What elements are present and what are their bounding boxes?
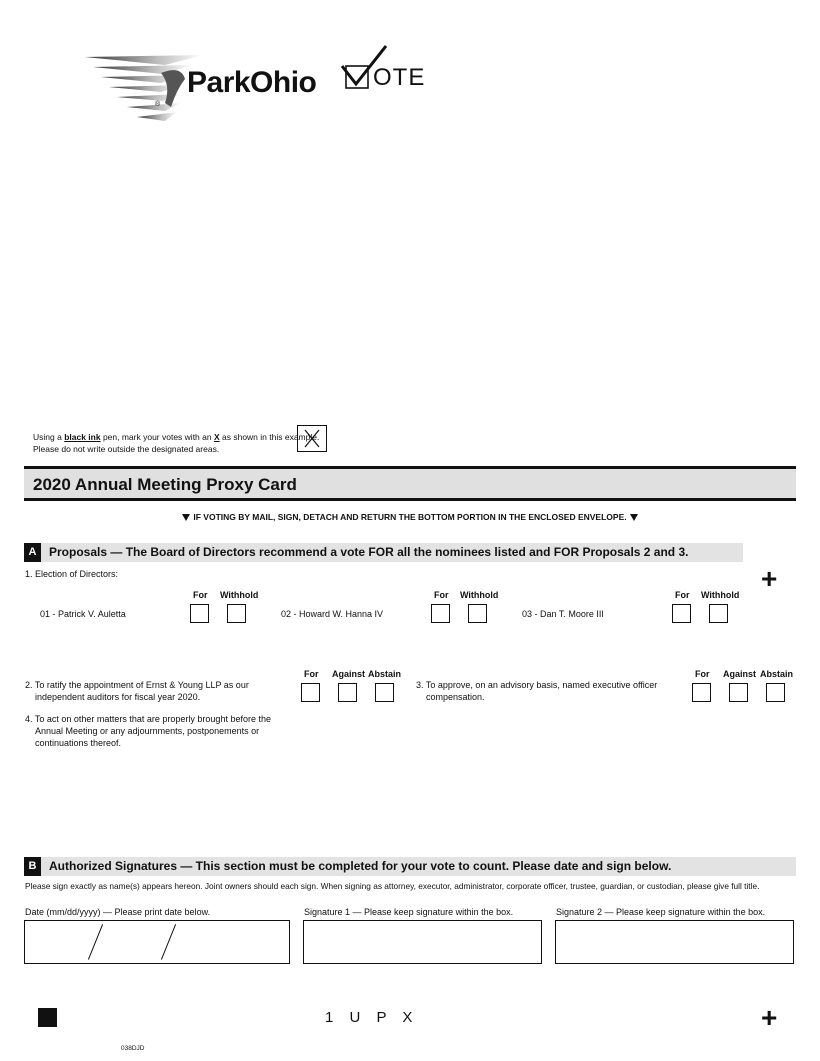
nominee-1-withhold-checkbox[interactable]: [227, 604, 246, 623]
col-for: For: [675, 590, 690, 600]
signature-2-label: Signature 2 — Please keep signature within the box.: [556, 907, 766, 917]
triangle-down-icon: [182, 514, 190, 521]
col-for: For: [304, 669, 319, 679]
nominee-1: 01 - Patrick V. Auletta: [40, 609, 126, 619]
marking-instructions: [33, 431, 319, 455]
envelope-note: [0, 512, 820, 522]
page-title: 2020 Annual Meeting Proxy Card: [33, 475, 297, 494]
proposal-4-line1: 4. To act on other matters that are properly brought before the: [25, 714, 271, 724]
nominee-3-withhold-checkbox[interactable]: [709, 604, 728, 623]
envelope-note-text: IF VOTING BY MAIL, SIGN, DETACH AND RETURN THE BOTTOM PORTION IN THE ENCLOSED ENVELOPE.: [193, 512, 627, 522]
col-for: For: [193, 590, 208, 600]
nominee-3: 03 - Dan T. Moore III: [522, 609, 604, 619]
x-mark-icon: [298, 426, 326, 451]
plus-icon: +: [761, 1002, 778, 1033]
proposal-2-for-checkbox[interactable]: [301, 683, 320, 702]
form-code: 1 U P X: [325, 1009, 419, 1026]
proposal-3: [416, 679, 657, 703]
plus-icon: +: [761, 563, 778, 594]
col-abstain: Abstain: [760, 669, 794, 679]
section-b-heading: Authorized Signatures — This section must be completed for your vote to count. Please date and sign below.: [49, 859, 672, 873]
proposal-2-abstain-checkbox[interactable]: [375, 683, 394, 702]
proposal-3-for-checkbox[interactable]: [692, 683, 711, 702]
nominee-2-for-checkbox[interactable]: [431, 604, 450, 623]
instr-ink: black ink: [64, 432, 101, 442]
registered-mark: ®: [155, 101, 161, 108]
triangle-down-icon: [630, 514, 638, 521]
instr-text: as shown in this example.: [219, 432, 320, 442]
instr-text: pen, mark your votes with an: [100, 432, 214, 442]
section-a-heading: Proposals — The Board of Directors recommend a vote FOR all the nominees listed and FOR Proposals 2 and 3.: [49, 545, 689, 559]
proposal-4-line3: continuations thereof.: [35, 738, 122, 748]
proposal-3-line2: compensation.: [426, 692, 485, 702]
col-for: For: [695, 669, 710, 679]
col-withhold: Withhold: [701, 590, 740, 600]
proposal-2-line2: independent auditors for fiscal year 2020.: [35, 692, 201, 702]
signature-2-field[interactable]: [555, 920, 794, 964]
divider-bottom: [24, 498, 796, 501]
proposal-2-line1: 2. To ratify the appointment of Ernst & Young LLP as our: [25, 680, 249, 690]
nominee-3-for-checkbox[interactable]: [672, 604, 691, 623]
signature-1-label: Signature 1 — Please keep signature within the box.: [304, 907, 514, 917]
proposal-2-against-checkbox[interactable]: [338, 683, 357, 702]
proposal-4: [25, 713, 271, 749]
instr-x: X: [213, 432, 220, 442]
date-field[interactable]: [24, 920, 290, 964]
instr-line2: Please do not write outside the designated areas.: [33, 444, 220, 454]
date-label: Date (mm/dd/yyyy) — Please print date below.: [25, 907, 211, 917]
registration-mark: [38, 1008, 57, 1027]
proposal-3-abstain-checkbox[interactable]: [766, 683, 785, 702]
nominee-2: 02 - Howard W. Hanna IV: [281, 609, 384, 619]
col-withhold: Withhold: [220, 590, 259, 600]
section-b-letter: B: [24, 857, 41, 876]
proposal-3-line1: 3. To approve, on an advisory basis, named executive officer: [416, 680, 658, 690]
section-a-letter: A: [24, 543, 41, 562]
col-withhold: Withhold: [460, 590, 499, 600]
signature-instruction: Please sign exactly as name(s) appears hereon. Joint owners should each sign. When signing as attorney, executor, administrator, corporate officer, trustee, guardian, or custodian, please give full title.: [25, 881, 760, 891]
instr-text: Using a: [33, 432, 65, 442]
small-code: 038DJD: [121, 1045, 145, 1052]
col-abstain: Abstain: [368, 669, 402, 679]
col-against: Against: [723, 669, 757, 679]
example-mark-box: [297, 425, 327, 452]
signature-1-field[interactable]: [303, 920, 542, 964]
proposal-2: [25, 679, 249, 703]
proposal-4-line2: Annual Meeting or any adjournments, postponements or: [35, 726, 260, 736]
nominee-2-withhold-checkbox[interactable]: [468, 604, 487, 623]
proposal-3-against-checkbox[interactable]: [729, 683, 748, 702]
brand-name: ParkOhio: [187, 66, 317, 99]
col-for: For: [434, 590, 449, 600]
nominee-1-for-checkbox[interactable]: [190, 604, 209, 623]
vote-text: OTE: [373, 64, 426, 91]
col-against: Against: [332, 669, 366, 679]
item-1-label: 1. Election of Directors:: [25, 569, 119, 579]
